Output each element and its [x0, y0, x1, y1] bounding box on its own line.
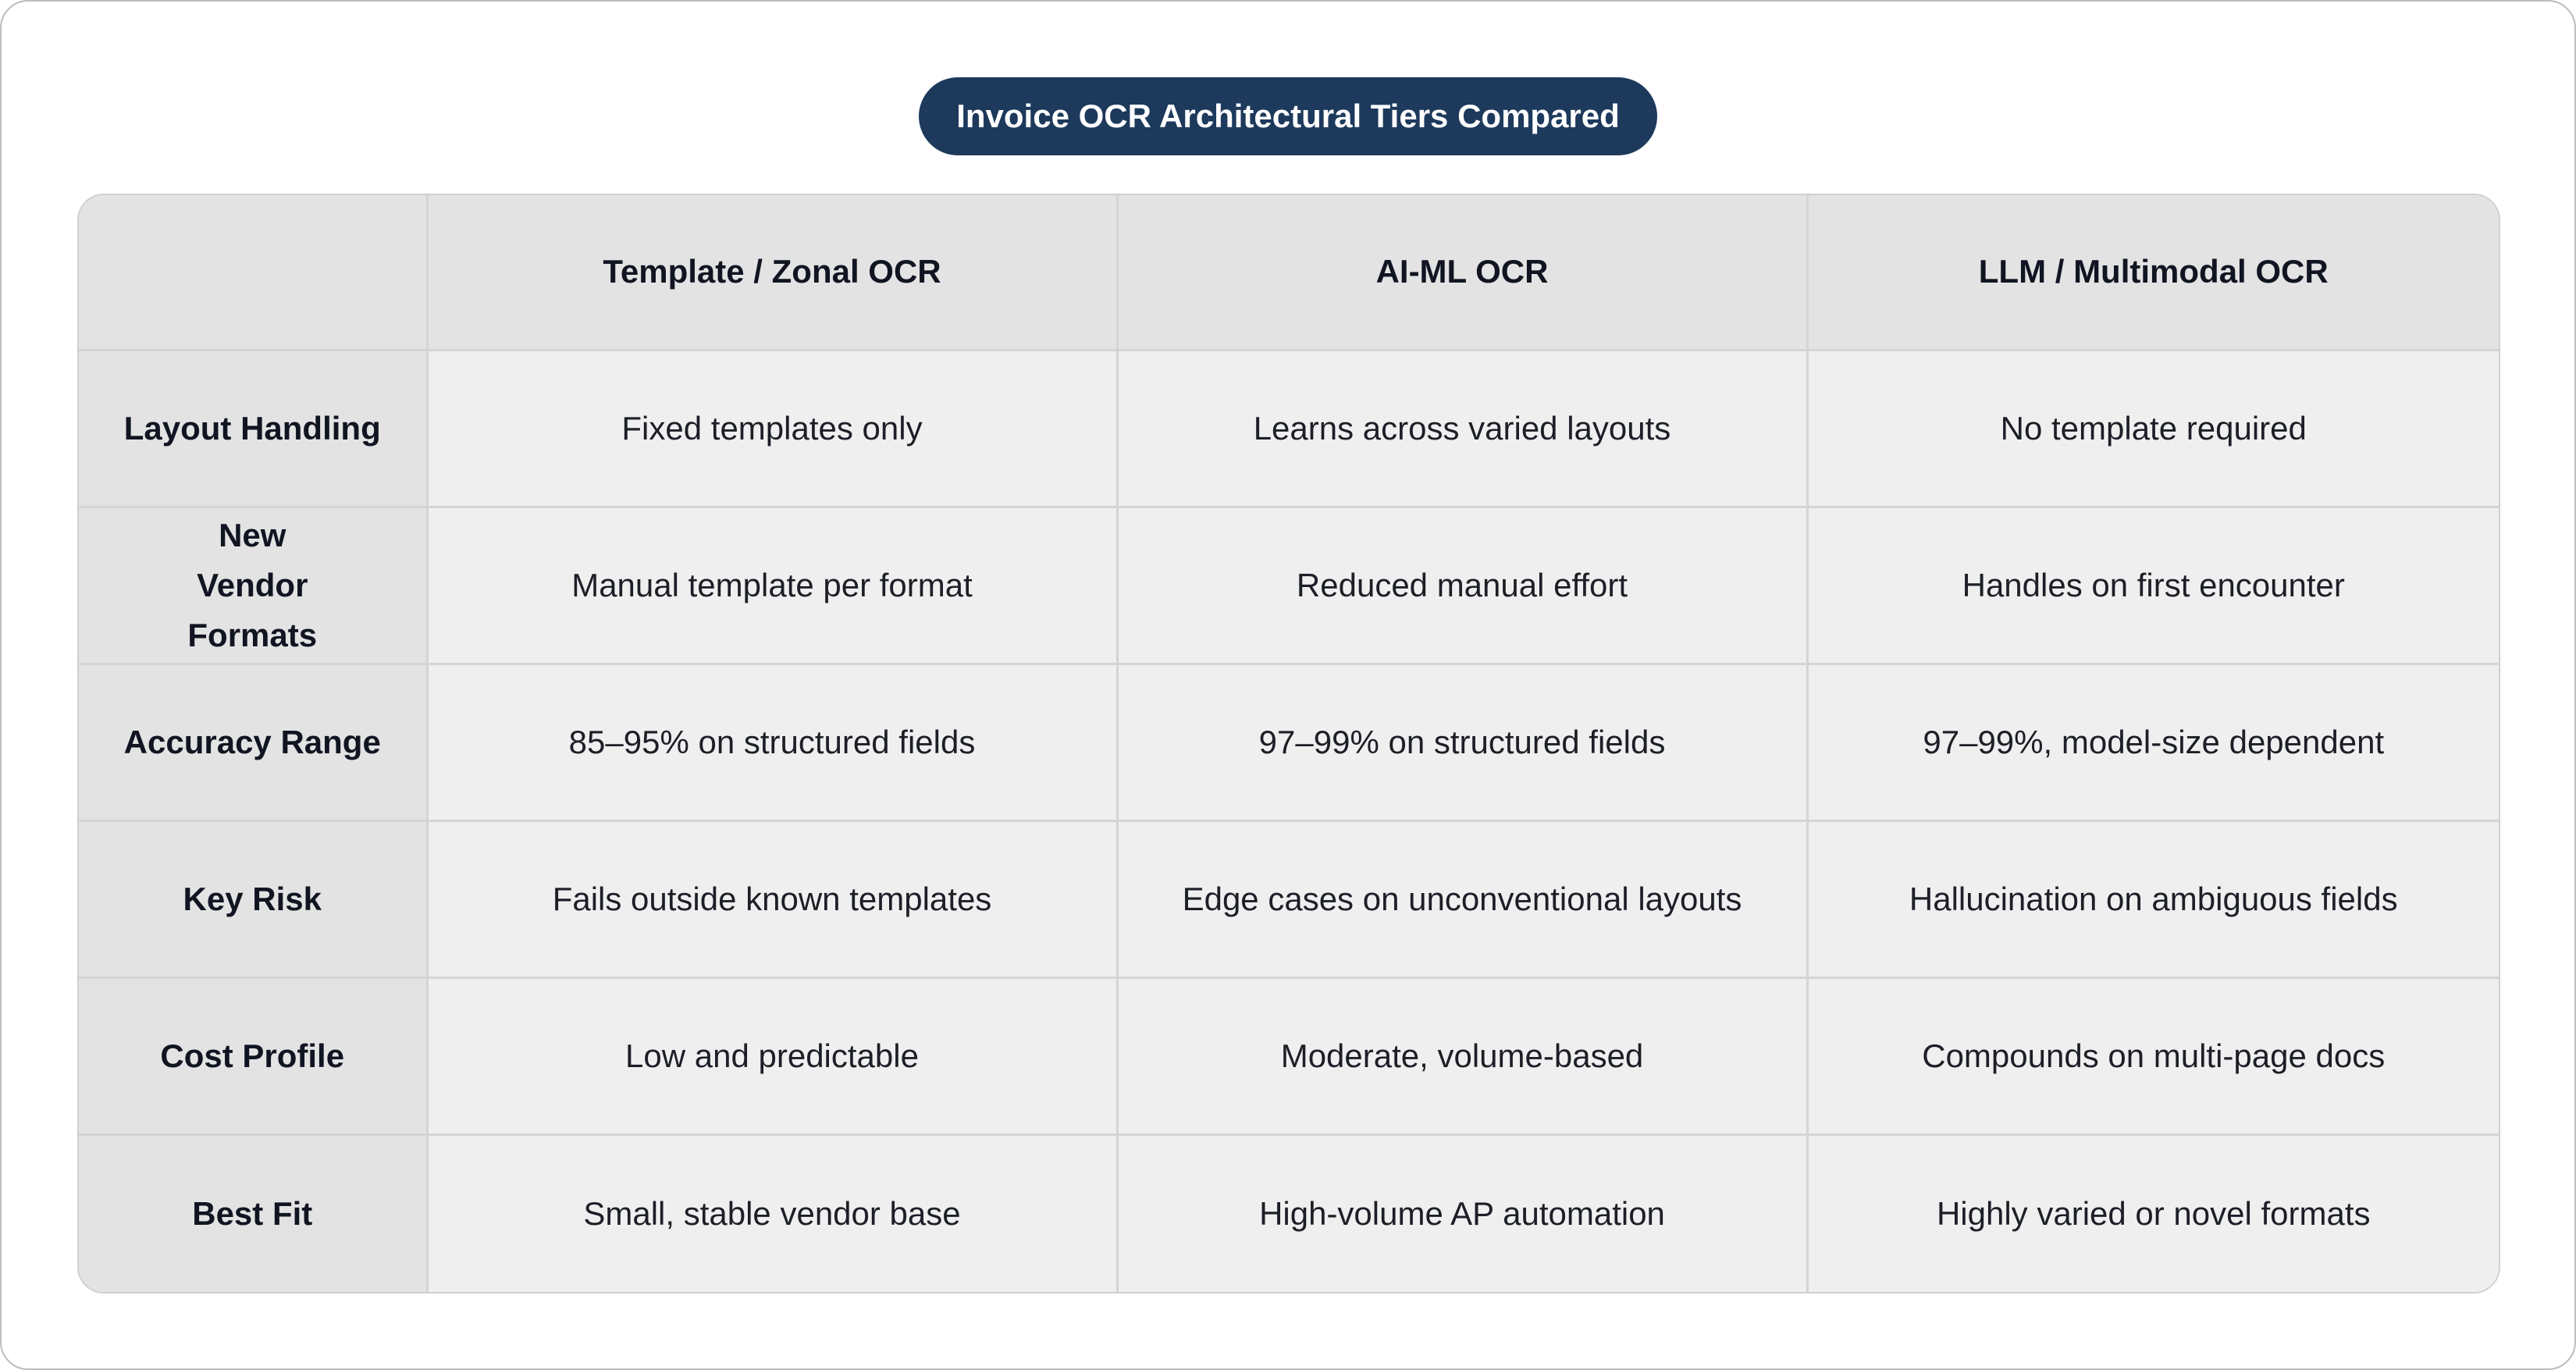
- table-cell: No template required: [1807, 350, 2499, 507]
- row-header-best-fit: Best Fit: [79, 1135, 427, 1292]
- row-header-cost-profile: Cost Profile: [79, 978, 427, 1135]
- table-cell: Highly varied or novel formats: [1807, 1135, 2499, 1292]
- row-header-new-vendor-formats: [79, 507, 427, 664]
- row-header-key-risk: Key Risk: [79, 821, 427, 978]
- table-cell: 97–99% on structured fields: [1117, 664, 1807, 820]
- table-row: [79, 664, 2499, 820]
- column-header-ai-ml: AI-ML OCR: [1117, 195, 1807, 350]
- table-cell: Small, stable vendor base: [427, 1135, 1117, 1292]
- comparison-table: [77, 194, 2500, 1293]
- comparison-grid: [79, 195, 2499, 1292]
- table-row: [79, 978, 2499, 1135]
- row-header-label: New Vendor Formats: [187, 516, 318, 653]
- table-cell: Low and predictable: [427, 978, 1117, 1135]
- table-cell: Handles on first encounter: [1807, 507, 2499, 664]
- column-header-template-zonal: Template / Zonal OCR: [427, 195, 1117, 350]
- table-cell: Moderate, volume-based: [1117, 978, 1807, 1135]
- table-header-row: [79, 195, 2499, 350]
- table-cell: Fails outside known templates: [427, 821, 1117, 978]
- table-cell: Compounds on multi-page docs: [1807, 978, 2499, 1135]
- column-header-llm-multimodal: LLM / Multimodal OCR: [1807, 195, 2499, 350]
- row-header-layout-handling: Layout Handling: [79, 350, 427, 507]
- table-cell: Hallucination on ambiguous fields: [1807, 821, 2499, 978]
- row-header-accuracy-range: Accuracy Range: [79, 664, 427, 820]
- table-row: [79, 507, 2499, 664]
- table-cell: Manual template per format: [427, 507, 1117, 664]
- table-cell: High-volume AP automation: [1117, 1135, 1807, 1292]
- table-cell: Edge cases on unconventional layouts: [1117, 821, 1807, 978]
- table-row: [79, 1135, 2499, 1292]
- table-row: [79, 350, 2499, 507]
- table-cell: 85–95% on structured fields: [427, 664, 1117, 820]
- table-cell: Learns across varied layouts: [1117, 350, 1807, 507]
- table-row: [79, 821, 2499, 978]
- page-title: Invoice OCR Architectural Tiers Compared: [919, 77, 1657, 155]
- table-cell: 97–99%, model-size dependent: [1807, 664, 2499, 820]
- table-cell: Reduced manual effort: [1117, 507, 1807, 664]
- table-cell: Fixed templates only: [427, 350, 1117, 507]
- column-header-corner: [79, 195, 427, 350]
